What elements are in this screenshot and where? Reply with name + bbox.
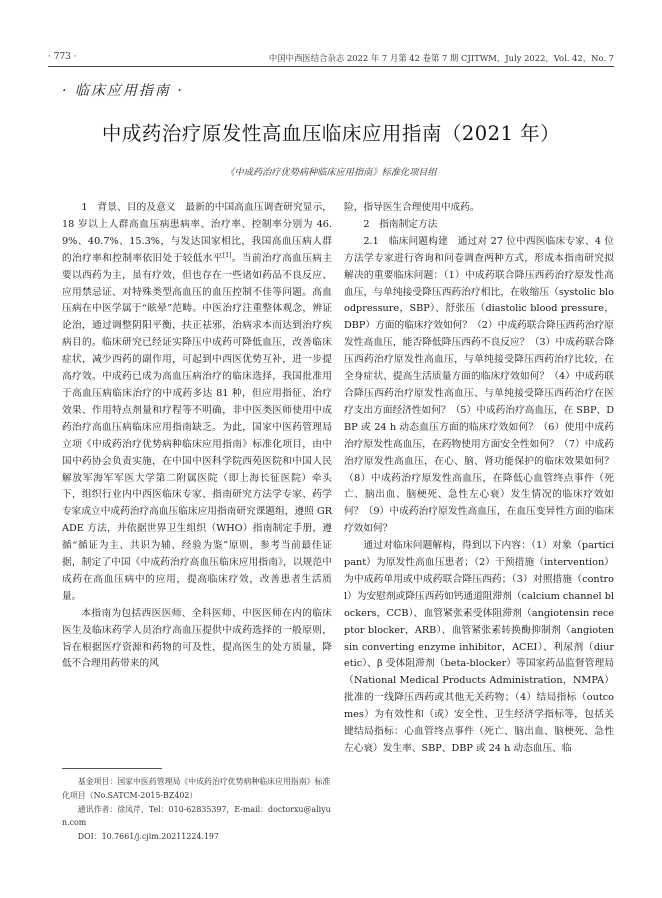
header-rule xyxy=(48,66,614,67)
paragraph-pico: 通过对临床问题解构，得到以下内容：（1）对象（participant）为原发性高血压患者；（2）干预措施（intervention）为中成药单用或中成药联合降压西药；（3）对照措施（control）为安慰剂或降压西药如钙通道阻滞剂（calcium channel blockers，CCB）、血管紧张素受体阻滞剂（angiotensin receptor blocker，ARB）、血管紧张素转换酶抑制剂（angiotensin converting enzyme inhibitor，ACEI）、利尿剂（diuretic）、β 受体阻滞剂（beta-blocker）等国家药品监督管理局（National Medical Products Administration，NMPA）批准的一线降压西药或其他无关药物；（4）结局指标（outcomes）为有效性和（或）安全性、卫生经济学指标等，包括关键结局指标：心血管终点事件（死亡、脑出血、脑梗死、急性左心衰）发生率、SBP、DBP 或 24 h 动态血压、临 xyxy=(344,540,614,754)
article-title: 中成药治疗原发性高血压临床应用指南（2021 年） xyxy=(101,122,561,145)
paragraph-continued: 险，指导医生合理使用中成药。 xyxy=(344,202,480,213)
paragraph-text: 。当前治疗高血压病主要以西药为主，虽有疗效，但也存在一些诸如药品不良反应、应用禁忌证、对特殊类型高血压的血压控制不佳等问题。高血压病在中医学属于“眩晕”范畴。中医治疗注重整体观念，辨证论治，通过调整阴阳平衡，扶正祛邪，治病求本而达到治疗疾病目的。临床研究已经证实降压中成药可降低血压，改善临床症状，减少西药的副作用，可起到中西医优势互补，进一步提高疗效。中成药已成为高血压病治疗的临床选择，我国批准用于高血压病临床治疗的中成药多达 81 种，但应用指征、治疗效果、作用特点剂量和疗程等不明确，非中医类医师使用中成药治疗高血压病临床应用指南缺乏。为此，国家中医药管理局立项《中成药治疗优势病种临床应用指南》标准化项目，由中国中药协会负责实施，在中国中医科学院西苑医院和中国人民解放军海军军医大学第二附属医院（即上海长征医院）牵头下，组织行业内中西医临床专家、指南研究方法学专家、药学专家成立中成药治疗高血压临床应用指南研究课题组，遵照 GRADE 方法，并依据世界卫生组织（WHO）指南制定手册，遵循“循证为主、共识为辅、经验为鉴”原则，参考当前最佳证据，制定了中国《中成药治疗高血压临床应用指南》，以规范中成药在高血压病中的应用，提高临床疗效，改善患者生活质量。 xyxy=(62,252,332,602)
section-label: · 临床应用指南 · xyxy=(62,83,184,99)
footnote-fund: 基金项目：国家中医药管理局《中成药治疗优势病种临床应用指南》标准化项目（No.SATCM-2015-BZ402） xyxy=(62,777,331,800)
paragraph-scope: 本指南为包括西医医师、全科医师、中医医师在内的临床医生及临床药学人员治疗高血压提供中成药选择的一般原则，旨在根据医疗资源和药物的可及性，提高医生的处方质量，降低不合理用药带来的风 xyxy=(62,607,332,670)
footnote-rule xyxy=(62,768,162,769)
right-column xyxy=(344,200,614,758)
reference-marker[interactable]: [1] xyxy=(222,251,232,259)
paragraph-text: 1 背景、目的及意义 最新的中国高血压调查研究显示，18 岁以上人群高血压病患病率、治疗率、控制率分别为 46.9%、40.7%、15.3%，与发达国家相比，我国高血压病人群的治疗率和控制率依旧处于较低水平 xyxy=(62,202,332,264)
footnotes xyxy=(62,775,332,844)
left-column xyxy=(62,200,332,673)
running-header xyxy=(48,50,614,66)
footnote-doi: DOI：10.7661/j.cjim.20211224.197 xyxy=(77,832,219,842)
paragraph-clinical-questions: 2.1 临床问题构建 通过对 27 位中西医临床专家、4 位方法学专家进行咨询和问卷调查两种方式，形成本指南研究拟解决的重要临床问题：（1）中成药联合降压西药治疗原发性高血压，与单纯接受降压西药治疗相比，在收缩压（systolic bloodpressure，SBP）、舒张压（diastolic blood pressure，DBP）方面的临床疗效如何？（2）中成药联合降压西药治疗原发性高血压，能否降低降压西药不良反应？（3）中成药联合降压西药治疗原发性高血压，与单纯接受降压西药治疗比较，在全身症状、提高生活质量方面的临床疗效如何？（4）中成药联合降压西药治疗原发性高血压、与单纯接受降压西药治疗在医疗支出方面经济性如何？（5）中成药治疗高血压，在 SBP、DBP 或 24 h 动态血压方面的临床疗效如何？（6）使用中成药治疗原发性高血压，在药物使用方面安全性如何？（7）中成药治疗原发性高血压，在心、脑、肾功能保护的临床效果如何？（8）中成药治疗原发性高血压，在降低心血管终点事件（死亡、脑出血、脑梗死、急性左心衰）发生情况的临床疗效如何？（9）中成药治疗原发性高血压，在血压变异性方面的临床疗效如何？ xyxy=(344,235,614,535)
footnote-corresponding-author: 通讯作者：徐凤芹，Tel：010-62835397，E-mail：doctorxu@aliyun.com xyxy=(62,804,331,828)
page-number: · 773 · xyxy=(48,52,77,62)
section-heading-methods: 2 指南制定方法 xyxy=(363,218,438,230)
journal-citation: 中国中西医结合杂志 2022 年 7 月第 42 卷第 7 期 CJITWM，July 2022，Vol. 42，No. 7 xyxy=(268,53,614,63)
article-authors: 《中成药治疗优势病种临床应用指南》标准化项目组 xyxy=(225,167,437,178)
paragraph-background xyxy=(62,200,332,606)
